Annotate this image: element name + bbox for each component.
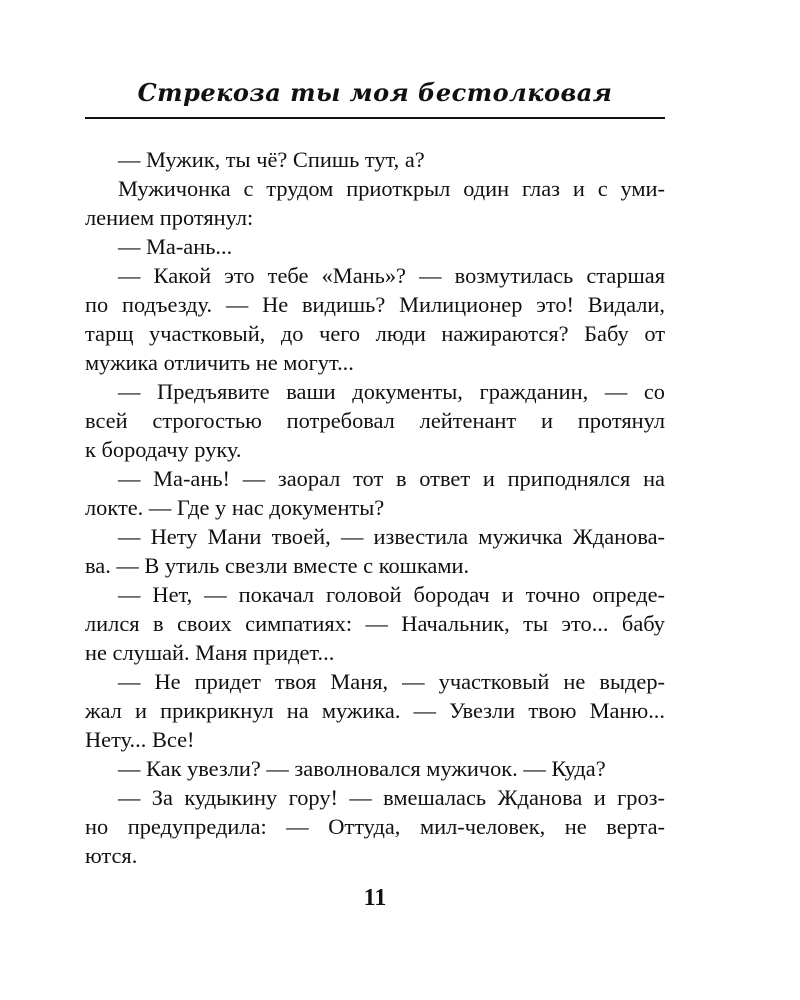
body-text xyxy=(85,145,665,870)
text-line: лением протянул: xyxy=(85,205,254,230)
header-rule xyxy=(85,117,665,119)
text-line: — Ма-ань... xyxy=(118,234,233,259)
text-line: Нету... Все! xyxy=(85,727,195,752)
text-line: ются. xyxy=(85,843,138,868)
text-line: тарщ участковый, до чего люди нажираются? Бабу от xyxy=(85,321,665,346)
text-line: не слушай. Маня придет... xyxy=(85,640,335,665)
text-line: лился в своих симпатиях: — Начальник, ты это... бабу xyxy=(85,611,665,636)
text-line: — За кудыкину гору! — вмешалась Жданова и гроз- xyxy=(118,785,665,810)
text-line: — Предъявите ваши документы, гражданин, — со xyxy=(118,379,665,404)
page-number: 11 xyxy=(363,885,387,911)
text-line: к бородачу руку. xyxy=(85,437,242,462)
text-line: локте. — Где у нас документы? xyxy=(85,495,385,520)
text-line: жал и прикрикнул на мужика. — Увезли твою Маню... xyxy=(85,698,665,723)
running-title: Стрекоза ты моя бестолковая xyxy=(137,78,613,107)
text-line: — Нету Мани твоей, — известила мужичка Жданова- xyxy=(118,524,665,549)
text-line: по подъезду. — Не видишь? Милиционер это! Видали, xyxy=(85,292,665,317)
text-line: — Мужик, ты чё? Спишь тут, а? xyxy=(118,147,425,172)
text-line: ва. — В утиль свезли вместе с кошками. xyxy=(85,553,470,578)
text-line: — Как увезли? — заволновался мужичок. — Куда? xyxy=(118,756,606,781)
text-line: — Нет, — покачал головой бородач и точно опреде- xyxy=(118,582,665,607)
text-line: всей строгостью потребовал лейтенант и протянул xyxy=(85,408,665,433)
text-line: мужика отличить не могут... xyxy=(85,350,354,375)
text-line: — Какой это тебе «Мань»? — возмутилась старшая xyxy=(118,263,665,288)
text-line: Мужичонка с трудом приоткрыл один глаз и с уми- xyxy=(118,176,665,201)
text-line: но предупредила: — Оттуда, мил-человек, не верта- xyxy=(85,814,665,839)
text-line: — Не придет твоя Маня, — участковый не выдер- xyxy=(118,669,665,694)
text-line: — Ма-ань! — заорал тот в ответ и приподнялся на xyxy=(118,466,665,491)
